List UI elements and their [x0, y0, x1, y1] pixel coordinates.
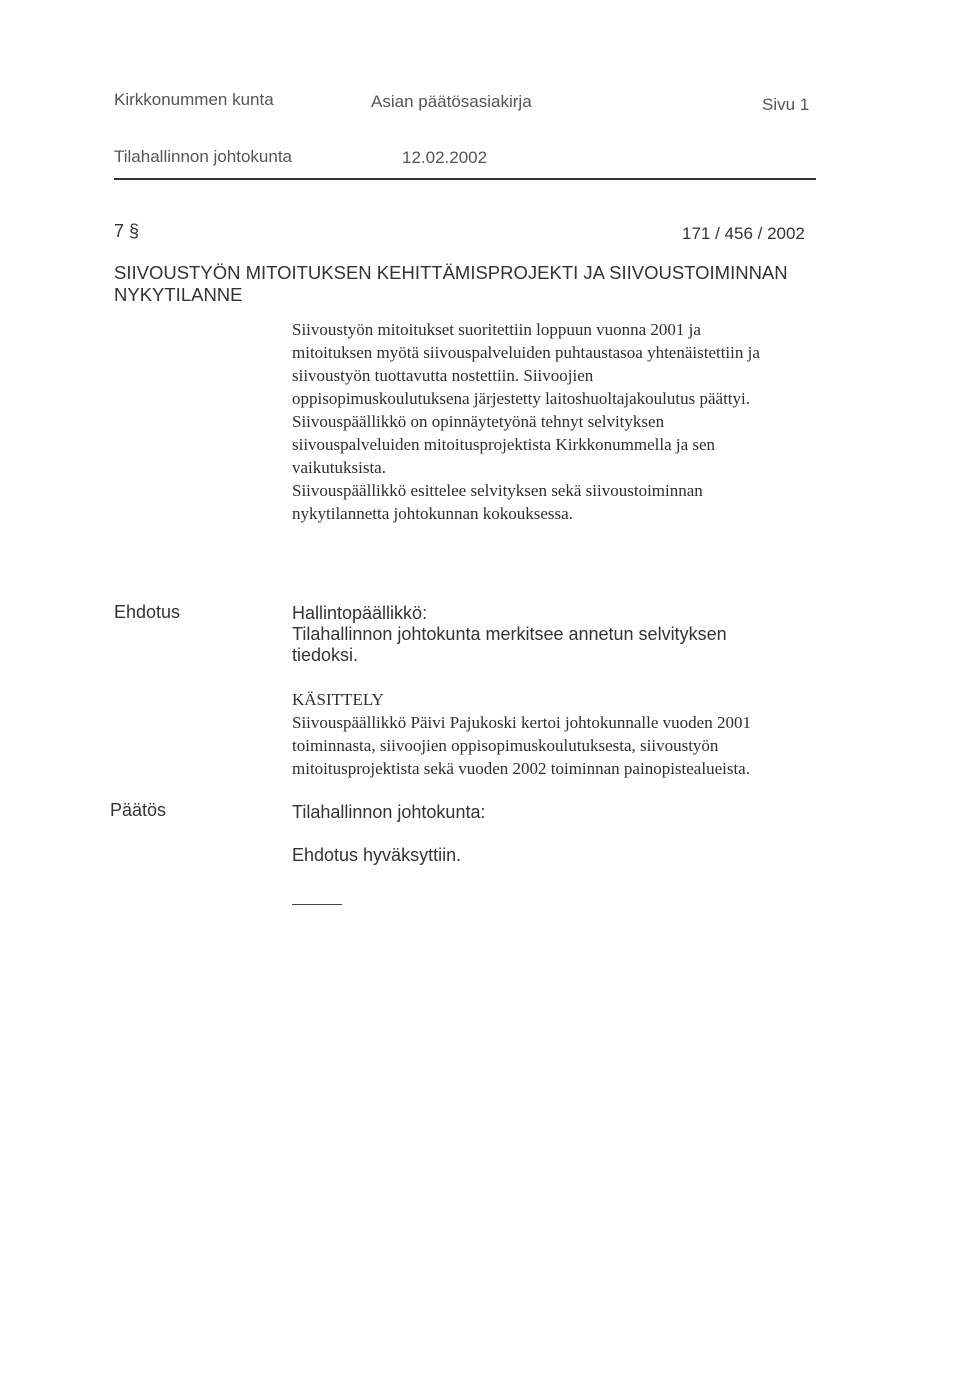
body-line: siivouspalveluiden mitoitusprojektista Kirkkonummella ja sen: [292, 435, 716, 454]
body-line: vaikutuksista.: [292, 458, 386, 477]
meeting-date: 12.02.2002: [402, 148, 488, 167]
handling-heading: KÄSITTELY: [292, 690, 384, 709]
decision-label: Päätös: [110, 800, 167, 820]
document-type: Asian päätösasiakirja: [371, 92, 532, 111]
title-line: NYKYTILANNE: [114, 284, 243, 305]
body-line: Siivoustyön mitoitukset suoritettiin loppuun vuonna 2001 ja: [292, 320, 701, 339]
body-line: Siivouspäällikkö on opinnäytetyönä tehnyt selvityksen: [292, 412, 665, 431]
body-line: oppisopimuskoulutuksena järjestetty laitoshuoltajakoulutus päättyi.: [292, 389, 750, 408]
proposal-text: [292, 603, 727, 666]
section-number: 7 §: [114, 221, 140, 241]
body-line: Siivouspäällikkö esittelee selvityksen sekä siivoustoiminnan: [292, 481, 703, 500]
board-name: Tilahallinnon johtokunta: [114, 147, 292, 166]
municipality-name: Kirkkonummen kunta: [114, 90, 274, 109]
section-title: [114, 262, 788, 306]
proposal-line: Hallintopäällikkö:: [292, 603, 428, 623]
decision-board: Tilahallinnon johtokunta:: [292, 802, 486, 822]
proposal-line: Tilahallinnon johtokunta merkitsee annetun selvityksen: [292, 624, 727, 644]
decision-text: Ehdotus hyväksyttiin.: [292, 845, 462, 865]
proposal-line: tiedoksi.: [292, 645, 359, 665]
body-line: nykytilannetta johtokunnan kokouksessa.: [292, 504, 573, 523]
title-line: SIIVOUSTYÖN MITOITUKSEN KEHITTÄMISPROJEKTI JA SIIVOUSTOIMINNAN: [114, 262, 788, 283]
handling-line: mitoitusprojektista sekä vuoden 2002 toiminnan painopistealueista.: [292, 759, 750, 778]
handling-line: toiminnasta, siivoojien oppisopimuskoulutuksesta, siivoustyön: [292, 736, 719, 755]
case-number: 171 / 456 / 2002: [682, 224, 805, 243]
case-description: [292, 318, 760, 525]
handling-line: Siivouspäällikkö Päivi Pajukoski kertoi johtokunnalle vuoden 2001: [292, 713, 751, 732]
proposal-label: Ehdotus: [114, 602, 181, 622]
page-number: Sivu 1: [762, 95, 810, 114]
header-divider: [114, 178, 816, 180]
body-line: siivoustyön tuottavutta nostettiin. Siivoojien: [292, 366, 594, 385]
end-divider: [292, 904, 342, 905]
handling-section: [292, 688, 751, 780]
body-line: mitoituksen myötä siivouspalveluiden puhtaustasoa yhtenäistettiin ja: [292, 343, 760, 362]
